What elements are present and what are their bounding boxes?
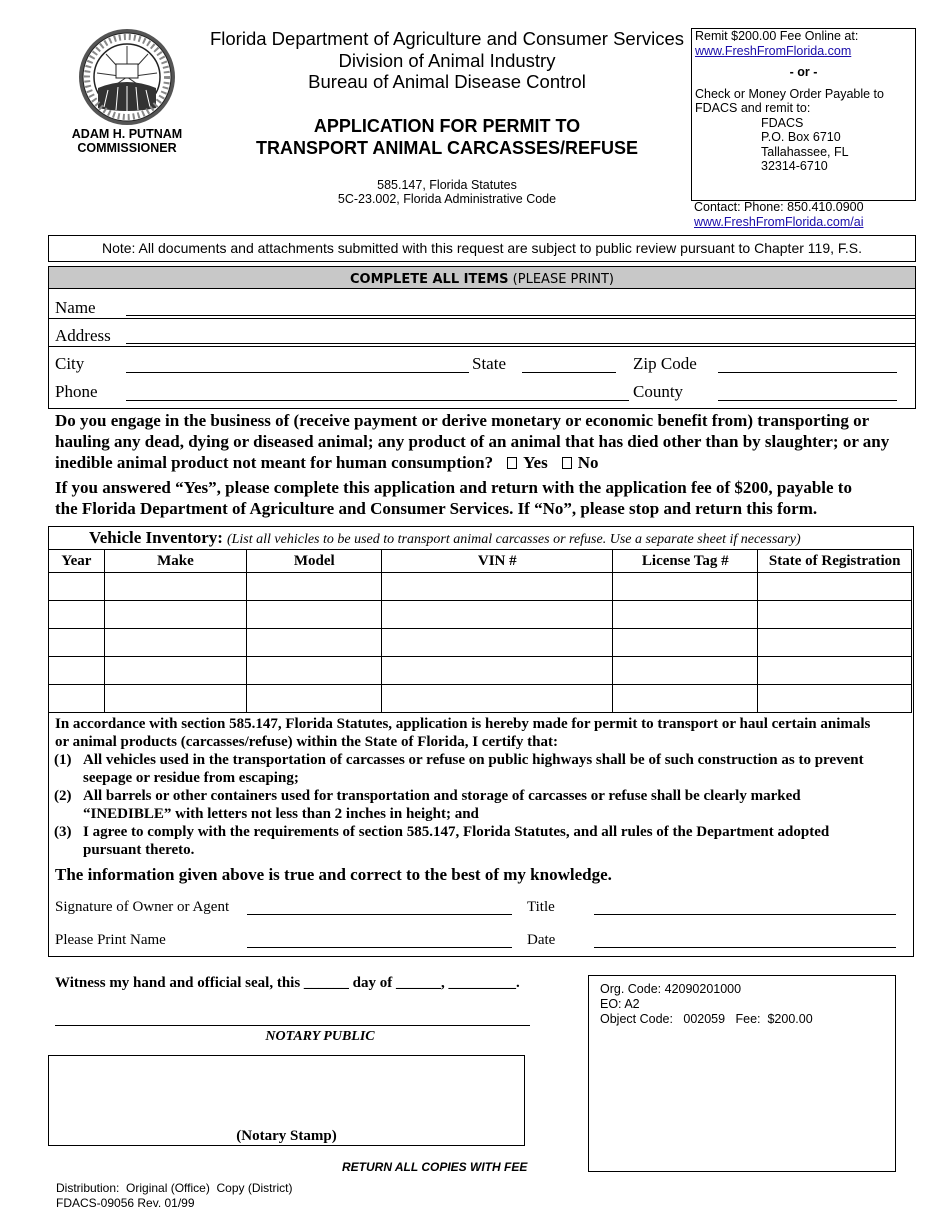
table-cell[interactable]	[613, 657, 758, 685]
table-cell[interactable]	[247, 601, 382, 629]
mail-address-line1: FDACS	[761, 115, 804, 130]
table-cell[interactable]	[49, 629, 105, 657]
commissioner-name: ADAM H. PUTNAM	[71, 127, 183, 141]
check-payable-line2: FDACS and remit to:	[695, 101, 811, 115]
vehicle-table-header	[49, 550, 912, 573]
agency-name: Florida Department of Agriculture and Consumer Services	[209, 28, 685, 49]
table-cell[interactable]	[49, 601, 105, 629]
table-cell[interactable]	[382, 657, 613, 685]
table-cell[interactable]	[613, 629, 758, 657]
table-row	[49, 573, 912, 601]
zip-code-label: Zip Code	[633, 354, 697, 373]
print-name-label: Please Print Name	[55, 932, 166, 948]
table-cell[interactable]	[758, 573, 912, 601]
certification-intro-line1: In accordance with section 585.147, Florida Statutes, application is hereby made for permit to transport or haul certain animals	[55, 716, 871, 732]
table-cell[interactable]	[382, 685, 613, 713]
phone-label: Phone	[55, 382, 98, 401]
phone-field[interactable]	[126, 400, 629, 401]
table-row	[49, 601, 912, 629]
table-cell[interactable]	[247, 629, 382, 657]
complete-all-items-header	[49, 267, 915, 289]
contact-website-link[interactable]: www.FreshFromFlorida.com/ai	[694, 215, 864, 229]
business-question	[55, 410, 925, 473]
object-code-fee: Object Code: 002059 Fee: $200.00	[600, 1012, 813, 1026]
certification-item-3: (3) I agree to comply with the requirements of section 585.147, Florida Statutes, and all rules of the Department adopted pursuant thereto.	[54, 824, 830, 858]
certification-item-2: (2) All barrels or other containers used for transportation and storage of carcasses or refuse shall be clearly marked “INEDIBLE” with letters not less than 2 inches in height; and	[54, 788, 801, 822]
date-field[interactable]	[594, 947, 896, 948]
applicant-info-section	[48, 266, 916, 409]
form-title-line1: APPLICATION FOR PERMIT TO	[313, 116, 581, 136]
distribution-text: Distribution: Original (Office) Copy (District)	[56, 1181, 293, 1195]
county-field[interactable]	[718, 400, 897, 401]
table-cell[interactable]	[382, 601, 613, 629]
signature-field[interactable]	[247, 914, 512, 915]
table-cell[interactable]	[49, 657, 105, 685]
public-records-note: Note: All documents and attachments submitted with this request are subject to public review pursuant to Chapter 119, F.S.	[48, 235, 916, 262]
department-seal	[78, 28, 176, 126]
certification-statement	[55, 715, 911, 751]
certification-item-1: (1) All vehicles used in the transportation of carcasses or refuse on public highways shall be of such construction as to prevent seepage or residue from escaping;	[54, 752, 864, 786]
notary-stamp-label: (Notary Stamp)	[236, 1128, 337, 1144]
instruction-line1: If you answered “Yes”, please complete this application and return with the application fee of $200, payable to	[55, 478, 852, 497]
form-title	[200, 115, 694, 159]
column-make: Make	[104, 550, 246, 573]
witness-statement: Witness my hand and official seal, this ______ day of ______, _________.	[55, 975, 520, 991]
mail-address-line2: P.O. Box 6710	[761, 130, 841, 144]
print-name-field[interactable]	[247, 947, 512, 948]
table-cell[interactable]	[247, 685, 382, 713]
table-cell[interactable]	[104, 601, 246, 629]
notary-stamp-box	[48, 1055, 525, 1146]
question-line1: Do you engage in the business of (receive payment or derive monetary or economic benefit from) transporting or	[55, 411, 870, 430]
address-label: Address	[55, 326, 111, 345]
vehicle-inventory-instructions: (List all vehicles to be used to transport animal carcasses or refuse. Use a separate sheet if necessary)	[226, 532, 801, 547]
name-field[interactable]	[126, 315, 916, 316]
table-cell[interactable]	[104, 685, 246, 713]
table-row	[49, 657, 912, 685]
question-line3: inedible animal product not meant for human consumption?	[55, 453, 494, 472]
table-row	[49, 629, 912, 657]
table-cell[interactable]	[247, 573, 382, 601]
org-code: Org. Code: 42090201000	[600, 982, 742, 996]
zip-code-field[interactable]	[718, 372, 897, 373]
admin-code-reference: 5C-23.002, Florida Administrative Code	[337, 192, 557, 206]
yes-label: Yes	[523, 453, 548, 472]
yes-checkbox[interactable]	[507, 457, 517, 469]
column-model: Model	[247, 550, 382, 573]
table-row	[49, 685, 912, 713]
eo-code: EO: A2	[600, 997, 640, 1011]
table-cell[interactable]	[104, 629, 246, 657]
column-license-tag: License Tag #	[613, 550, 758, 573]
fee-website-link[interactable]: www.FreshFromFlorida.com	[695, 43, 852, 58]
notary-public-label: NOTARY PUBLIC	[265, 1029, 375, 1044]
table-cell[interactable]	[49, 573, 105, 601]
true-and-correct-statement: The information given above is true and correct to the best of my knowledge.	[55, 865, 612, 884]
table-cell[interactable]	[758, 657, 912, 685]
bureau-name: Bureau of Animal Disease Control	[308, 71, 586, 92]
vehicle-table	[48, 549, 912, 713]
date-label: Date	[527, 932, 556, 948]
commissioner-title: COMMISSIONER	[77, 141, 177, 155]
certification-intro-line2: or animal products (carcasses/refuse) within the State of Florida, I certify that:	[55, 734, 558, 750]
form-number: FDACS-09056 Rev. 01/99	[56, 1196, 195, 1210]
fee-remittance-box	[691, 28, 916, 201]
vehicle-inventory-title: Vehicle Inventory:	[89, 528, 223, 547]
vehicle-inventory-section	[48, 526, 914, 957]
signature-label: Signature of Owner or Agent	[55, 899, 230, 915]
return-copies-notice: RETURN ALL COPIES WITH FEE	[342, 1160, 528, 1174]
please-print-text: (PLEASE PRINT)	[508, 272, 614, 287]
contact-phone: Contact: Phone: 850.410.0900	[694, 200, 864, 214]
office-use-box	[588, 975, 896, 1172]
or-separator: - or -	[789, 65, 818, 79]
table-cell[interactable]	[382, 629, 613, 657]
certification-items	[54, 751, 912, 859]
question-line2: hauling any dead, dying or diseased animal; any product of an animal that has died other than by slaughter; or any	[55, 432, 890, 451]
no-checkbox[interactable]	[562, 457, 572, 469]
column-year: Year	[49, 550, 105, 573]
column-vin: VIN #	[382, 550, 613, 573]
table-cell[interactable]	[104, 657, 246, 685]
form-title-line2: TRANSPORT ANIMAL CARCASSES/REFUSE	[255, 138, 639, 158]
table-cell[interactable]	[613, 573, 758, 601]
table-cell[interactable]	[758, 601, 912, 629]
table-cell[interactable]	[613, 601, 758, 629]
notary-signature-line[interactable]	[55, 1025, 530, 1026]
yes-no-instruction	[55, 477, 925, 519]
remit-online-text: Remit $200.00 Fee Online at:	[695, 29, 859, 43]
table-cell[interactable]	[382, 573, 613, 601]
address-field[interactable]	[126, 343, 916, 344]
city-field[interactable]	[126, 372, 469, 373]
instruction-line2: the Florida Department of Agriculture and Consumer Services. If “No”, please stop and return this form.	[55, 499, 818, 518]
check-payable-line1: Check or Money Order Payable to	[695, 86, 884, 101]
table-cell[interactable]	[49, 685, 105, 713]
title-label: Title	[527, 899, 555, 915]
title-field[interactable]	[594, 914, 896, 915]
table-cell[interactable]	[104, 573, 246, 601]
city-label: City	[55, 354, 85, 373]
mail-address-line4: 32314-6710	[761, 159, 828, 173]
complete-all-items-bold: COMPLETE ALL ITEMS	[350, 272, 509, 287]
no-label: No	[577, 453, 599, 472]
name-label: Name	[55, 298, 96, 317]
state-field[interactable]	[522, 372, 616, 373]
table-cell[interactable]	[613, 685, 758, 713]
table-cell[interactable]	[247, 657, 382, 685]
table-cell[interactable]	[758, 685, 912, 713]
mail-address-line3: Tallahassee, FL	[761, 144, 849, 159]
division-name: Division of Animal Industry	[338, 49, 556, 71]
table-cell[interactable]	[758, 629, 912, 657]
column-state-registration: State of Registration	[758, 550, 912, 573]
statute-reference: 585.147, Florida Statutes	[377, 178, 517, 192]
state-label: State	[472, 354, 506, 373]
county-label: County	[633, 382, 684, 401]
